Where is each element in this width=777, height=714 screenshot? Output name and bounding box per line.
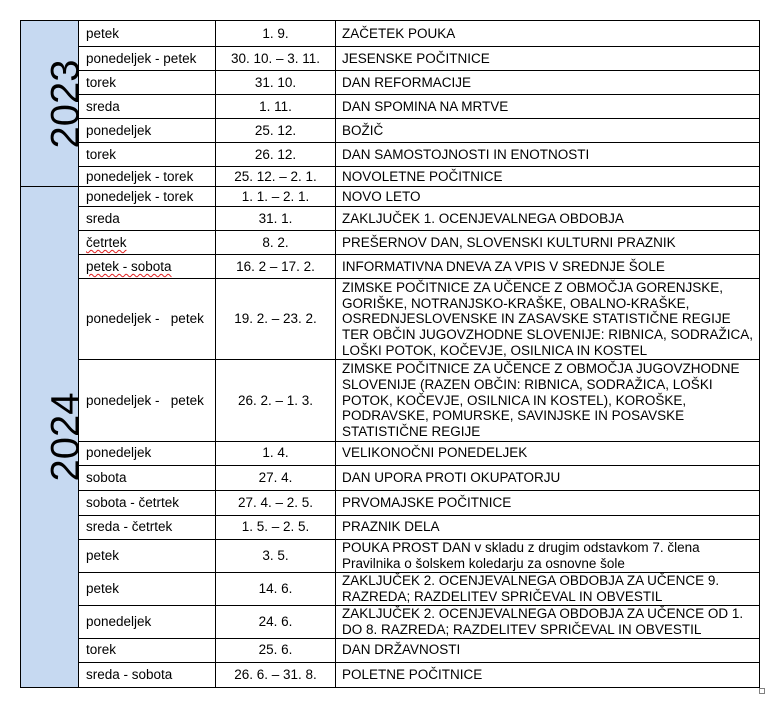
event-cell: ZIMSKE POČITNICE ZA UČENCE Z OBMOČJA GORENJSKE, GORIŠKE, NOTRANJSKO-KRAŠKE, OBALNO-KRAŠKE, OSREDNJESLOVENSKE IN ZASAVSKE STATISTIČNE REGIJE TER OBČIN JUGOVZHODNE SLOVENIJE: RIBNICA, SODRAŽICA, LOŠKI POTOK, KOČEVJE, OSILNICA IN KOSTEL xyxy=(336,279,760,360)
table-row xyxy=(21,605,760,638)
event-cell: DAN REFORMACIJE xyxy=(336,71,760,95)
event-cell: INFORMATIVNA DNEVA ZA VPIS V SREDNJE ŠOLE xyxy=(336,255,760,279)
event-cell: NOVO LETO xyxy=(336,187,760,207)
event-cell: DAN SAMOSTOJNOSTI IN ENOTNOSTI xyxy=(336,143,760,167)
table-row xyxy=(21,143,760,167)
table-row xyxy=(21,360,760,441)
table-resize-handle[interactable] xyxy=(759,688,765,694)
day-cell: petek xyxy=(79,539,216,572)
day-cell: torek xyxy=(79,638,216,662)
event-cell: ZAKLJUČEK 2. OCENJEVALNEGA OBDOBJA ZA UČENCE 9. RAZREDA; RAZDELITEV SPRIČEVAL IN OBVESTIL xyxy=(336,572,760,605)
date-cell: 31. 1. xyxy=(216,207,336,231)
year-label: 2023 xyxy=(43,59,88,149)
date-cell: 1. 5. – 2. 5. xyxy=(216,515,336,539)
event-cell: ZIMSKE POČITNICE ZA UČENCE Z OBMOČJA JUGOVZHODNE SLOVENIJE (RAZEN OBČIN: RIBNICA, SODRAŽICA, LOŠKI POTOK, KOČEVJE, OSILNICA IN KOSTEL), KOROŠKE, PODRAVSKE, POMURSKE, SAVINJSKE IN POSAVSKE STATISTIČNE REGIJE xyxy=(336,360,760,441)
table-row xyxy=(21,119,760,143)
date-cell: 19. 2. – 23. 2. xyxy=(216,279,336,360)
event-cell: VELIKONOČNI PONEDELJEK xyxy=(336,441,760,465)
event-cell: ZAKLJUČEK 1. OCENJEVALNEGA OBDOBJA xyxy=(336,207,760,231)
spellcheck-underlined-word: četrtek xyxy=(86,234,127,250)
date-cell: 16. 2 – 17. 2. xyxy=(216,255,336,279)
school-calendar-table xyxy=(20,20,760,688)
event-cell: PRAZNIK DELA xyxy=(336,515,760,539)
day-cell: petek xyxy=(79,21,216,47)
date-cell: 25. 12. xyxy=(216,119,336,143)
event-cell: ZAKLJUČEK 2. OCENJEVALNEGA OBDOBJA ZA UČENCE OD 1. DO 8. RAZREDA; RAZDELITEV SPRIČEVAL IN OBVESTIL xyxy=(336,605,760,638)
event-cell: POUKA PROST DAN v skladu z drugim odstavkom 7. člena Pravilnika o šolskem koledarju za osnovne šole xyxy=(336,539,760,572)
table-row xyxy=(21,21,760,47)
date-cell: 25. 6. xyxy=(216,638,336,662)
table-row xyxy=(21,95,760,119)
day-cell: sreda - sobota xyxy=(79,662,216,687)
table-row xyxy=(21,490,760,515)
date-cell: 25. 12. – 2. 1. xyxy=(216,167,336,187)
table-row xyxy=(21,638,760,662)
event-cell: PRVOMAJSKE POČITNICE xyxy=(336,490,760,515)
day-cell: ponedeljek - torek xyxy=(79,167,216,187)
day-cell: ponedeljek - torek xyxy=(79,187,216,207)
date-cell: 1. 11. xyxy=(216,95,336,119)
day-cell xyxy=(79,231,216,255)
day-cell: ponedeljek xyxy=(79,119,216,143)
table-row xyxy=(21,187,760,207)
date-cell: 30. 10. – 3. 11. xyxy=(216,47,336,71)
table-row xyxy=(21,279,760,360)
event-cell: DAN SPOMINA NA MRTVE xyxy=(336,95,760,119)
day-cell: sreda - četrtek xyxy=(79,515,216,539)
date-cell: 26. 6. – 31. 8. xyxy=(216,662,336,687)
table-row xyxy=(21,167,760,187)
day-cell: ponedeljek - petek xyxy=(79,279,216,360)
date-cell: 27. 4. xyxy=(216,465,336,490)
year-cell-2024 xyxy=(21,187,88,688)
table-row xyxy=(21,441,760,465)
event-cell: POLETNE POČITNICE xyxy=(336,662,760,687)
year-cell-2023 xyxy=(21,21,88,187)
day-cell: sobota - četrtek xyxy=(79,490,216,515)
event-cell: DAN DRŽAVNOSTI xyxy=(336,638,760,662)
date-cell: 14. 6. xyxy=(216,572,336,605)
date-cell: 24. 6. xyxy=(216,605,336,638)
table-row xyxy=(21,71,760,95)
table-row xyxy=(21,539,760,572)
event-cell: JESENSKE POČITNICE xyxy=(336,47,760,71)
table-row xyxy=(21,231,760,255)
table-row xyxy=(21,255,760,279)
table-row xyxy=(21,47,760,71)
date-cell: 31. 10. xyxy=(216,71,336,95)
day-cell: petek xyxy=(79,572,216,605)
table-row xyxy=(21,465,760,490)
date-cell: 8. 2. xyxy=(216,231,336,255)
day-cell: ponedeljek - petek xyxy=(79,47,216,71)
event-cell: PREŠERNOV DAN, SLOVENSKI KULTURNI PRAZNIK xyxy=(336,231,760,255)
date-cell: 26. 12. xyxy=(216,143,336,167)
day-cell: ponedeljek xyxy=(79,605,216,638)
table-row xyxy=(21,515,760,539)
date-cell: 27. 4. – 2. 5. xyxy=(216,490,336,515)
event-cell: DAN UPORA PROTI OKUPATORJU xyxy=(336,465,760,490)
date-cell: 1. 9. xyxy=(216,21,336,47)
table-row xyxy=(21,207,760,231)
day-cell: torek xyxy=(79,143,216,167)
day-cell xyxy=(79,255,216,279)
date-cell: 3. 5. xyxy=(216,539,336,572)
table-row xyxy=(21,572,760,605)
day-cell: sobota xyxy=(79,465,216,490)
day-cell: ponedeljek xyxy=(79,441,216,465)
day-cell: sreda xyxy=(79,95,216,119)
date-cell: 1. 4. xyxy=(216,441,336,465)
table-row xyxy=(21,662,760,687)
event-cell: BOŽIČ xyxy=(336,119,760,143)
year-label: 2024 xyxy=(43,392,88,482)
day-cell: ponedeljek - petek xyxy=(79,360,216,441)
date-cell: 26. 2. – 1. 3. xyxy=(216,360,336,441)
date-cell: 1. 1. – 2. 1. xyxy=(216,187,336,207)
spellcheck-underlined-word: petek - sobota xyxy=(86,258,172,274)
day-cell: torek xyxy=(79,71,216,95)
day-cell: sreda xyxy=(79,207,216,231)
event-cell: ZAČETEK POUKA xyxy=(336,21,760,47)
event-cell: NOVOLETNE POČITNICE xyxy=(336,167,760,187)
